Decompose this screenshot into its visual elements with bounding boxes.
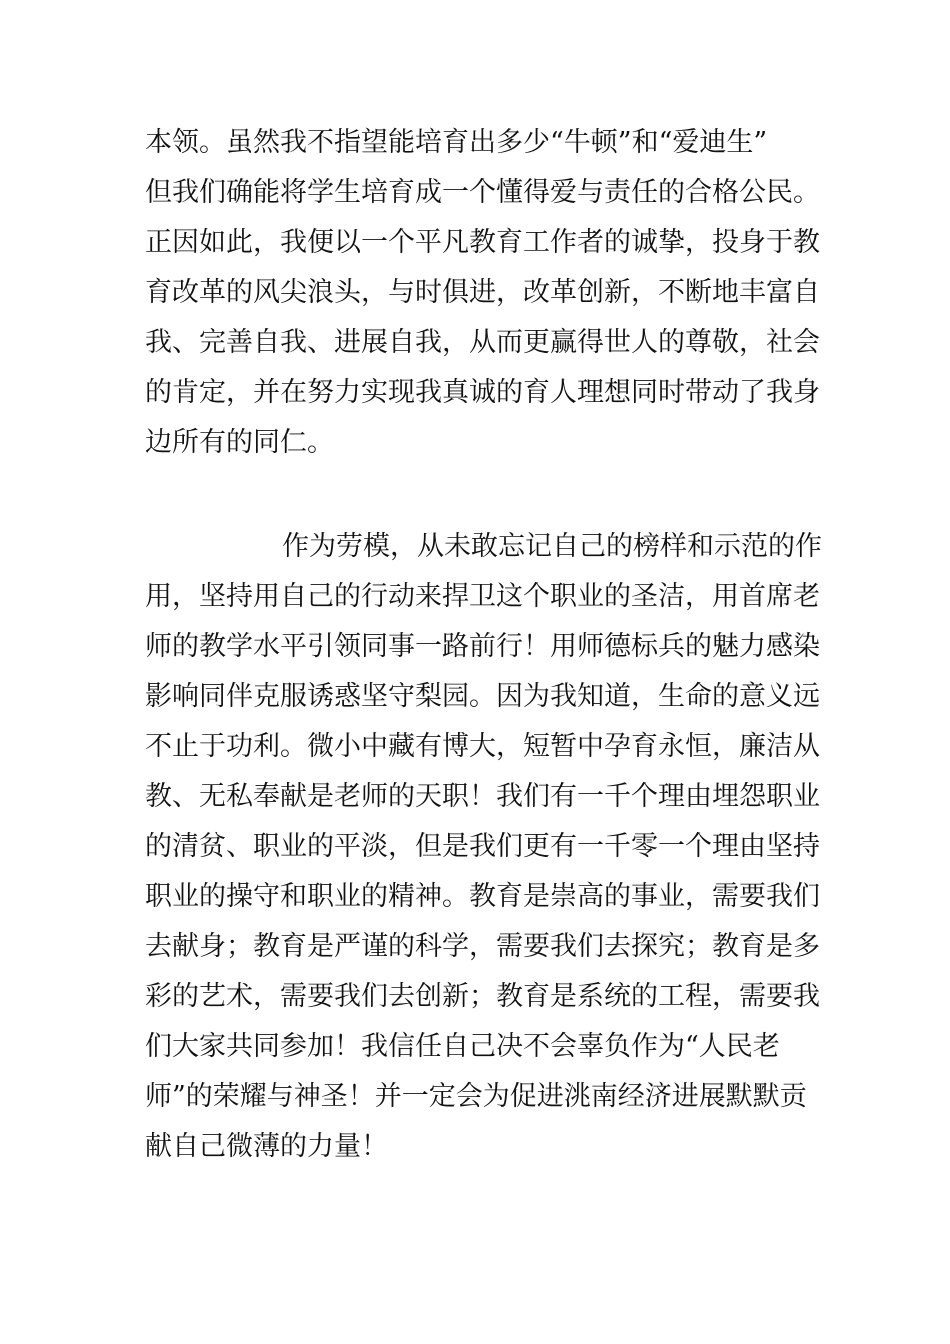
text-line: 但我们确能将学生培育成一个懂得爱与责任的合格公民。 [145, 177, 820, 208]
text-line: 师的教学水平引领同事一路前行！用师德标兵的魅力感染 [145, 631, 820, 662]
text-line: 影响同伴克服诱惑坚守梨园。因为我知道，生命的意义远 [145, 681, 820, 712]
text-line: 职业的操守和职业的精神。教育是崇高的事业，需要我们 [145, 881, 820, 912]
text-line: 用，坚持用自己的行动来捍卫这个职业的圣洁，用首席老 [145, 581, 820, 612]
text-line: 我、完善自我、进展自我，从而更赢得世人的尊敬，社会 [145, 327, 820, 358]
text-line: 不止于功利。微小中藏有博大，短暂中孕育永恒，廉洁从 [145, 731, 820, 762]
text-line: 彩的艺术，需要我们去创新；教育是系统的工程，需要我 [145, 981, 820, 1012]
text-line: 们大家共同参加！我信任自己决不会辜负作为“人民老 [145, 1031, 780, 1062]
text-line: 去献身；教育是严谨的科学，需要我们去探究；教育是多 [145, 931, 820, 962]
text-line: 正因如此，我便以一个平凡教育工作者的诚挚，投身于教 [145, 227, 820, 258]
paragraph-1 [145, 118, 825, 468]
paragraph-2 [145, 522, 825, 1172]
text-line: 作为劳模，从未敢忘记自己的榜样和示范的作 [282, 531, 822, 562]
text-line: 献自己微薄的力量！ [145, 1131, 388, 1162]
text-line: 本领。虽然我不指望能培育出多少“牛顿”和“爱迪生” [145, 127, 768, 158]
text-line: 边所有的同仁。 [145, 427, 334, 458]
text-line: 师”的荣耀与神圣！并一定会为促进洮南经济进展默默贡 [145, 1081, 807, 1112]
text-line: 育改革的风尖浪头，与时俱进，改革创新，不断地丰富自 [145, 277, 820, 308]
text-line: 的清贫、职业的平淡，但是我们更有一千零一个理由坚持 [145, 831, 820, 862]
text-line: 教、无私奉献是老师的天职！我们有一千个理由埋怨职业 [145, 781, 820, 812]
text-line: 的肯定，并在努力实现我真诚的育人理想同时带动了我身 [145, 377, 820, 408]
